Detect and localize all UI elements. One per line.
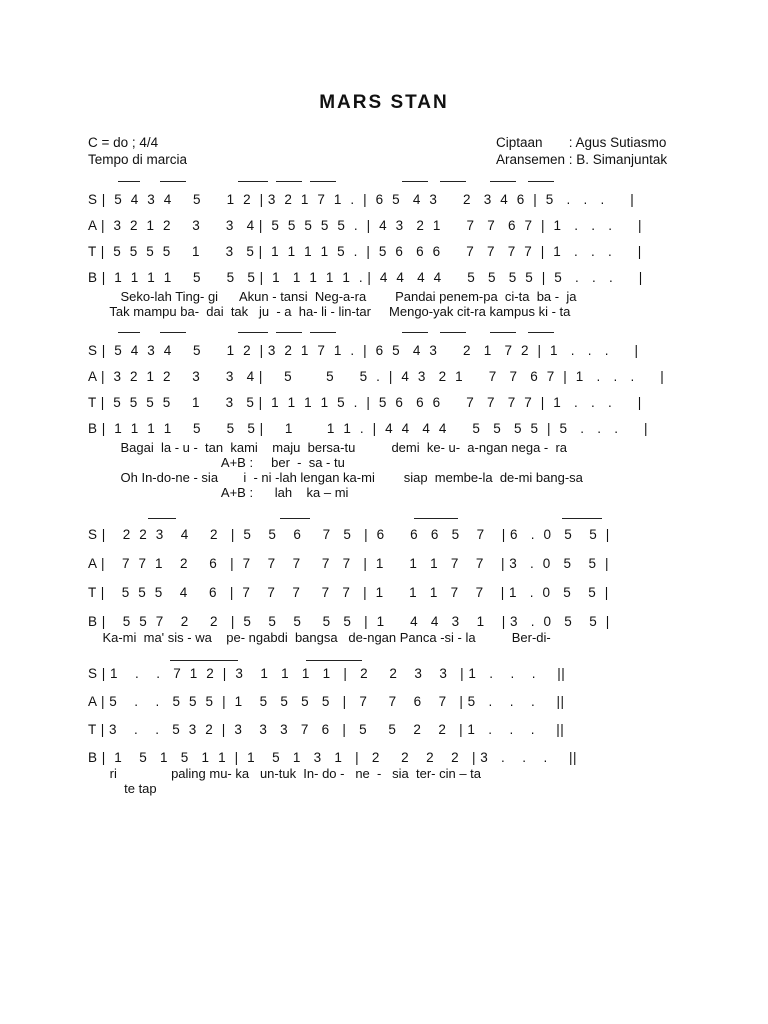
bass-row: B | 5 5 7 2 2 | 5 5 5 5 5 | 1 4 4 3 1 | 3 . 0 5 5 | (88, 614, 610, 629)
lyric-line: Tak mampu ba- dai tak ju - a ha- li - lin-tar Mengo-yak cit-ra kampus ki - ta (88, 304, 571, 319)
bass-row: B | 1 1 1 1 5 5 5 | 1 1 1 1 1 . | 4 4 4 4 5 5 5 5 | 5 . . . | (88, 270, 643, 285)
lyric-line: ri paling mu- ka un-tuk In- do - ne - sia ter- cin – ta (88, 766, 482, 781)
bass-row: B | 1 5 1 5 1 1 | 1 5 1 3 1 | 2 2 2 2 | 3 . . . || (88, 750, 577, 765)
tenor-row: T | 5 5 5 5 1 3 5 | 1 1 1 1 5 . | 5 6 6 6 7 7 7 7 | 1 . . . | (88, 395, 642, 410)
soprano-row: S | 2 2 3 4 2 | 5 5 6 7 5 | 6 6 6 5 7 | 6 . 0 5 5 | (88, 527, 610, 542)
score-system-2 (88, 338, 688, 500)
composer-credit: Ciptaan : Agus Sutiasmo (496, 135, 667, 150)
score-system-4 (88, 660, 688, 796)
soprano-row: S | 1 . . 7 1 2 | 3 1 1 1 1 | 2 2 3 3 | 1 . . . || (88, 666, 566, 681)
score-system-3 (88, 520, 688, 645)
arranger-credit: Aransemen : B. Simanjuntak (496, 152, 668, 167)
lyric-line: te tap (88, 781, 157, 796)
lyric-line: A+B : ber - sa - tu (88, 455, 345, 470)
lyric-line: Oh In-do-ne - sia i - ni -lah lengan ka-mi siap membe-la de-mi bang-sa (88, 470, 583, 485)
lyric-line: A+B : lah ka – mi (88, 485, 349, 500)
song-title: MARS STAN (319, 92, 449, 113)
tenor-row: T | 3 . . 5 3 2 | 3 3 3 7 6 | 5 5 2 2 | 1 . . . || (88, 722, 565, 737)
alto-row: A | 7 7 1 2 6 | 7 7 7 7 7 | 1 1 1 7 7 | 3 . 0 5 5 | (88, 556, 610, 571)
alto-row: A | 3 2 1 2 3 3 4 | 5 5 5 . | 4 3 2 1 7 7 6 7 | 1 . . . | (88, 369, 665, 384)
soprano-row: S | 5 4 3 4 5 1 2 | 3 2 1 7 1 . | 6 5 4 3 2 3 4 6 | 5 . . . | (88, 192, 635, 207)
soprano-row: S | 5 4 3 4 5 1 2 | 3 2 1 7 1 . | 6 5 4 3 2 1 7 2 | 1 . . . | (88, 343, 639, 358)
alto-row: A | 3 2 1 2 3 3 4 | 5 5 5 5 5 . | 4 3 2 1 7 7 6 7 | 1 . . . | (88, 218, 643, 233)
tempo-marking: Tempo di marcia (88, 152, 188, 167)
bass-row: B | 1 1 1 1 5 5 5 | 1 1 1 . | 4 4 4 4 5 5 5 5 | 5 . . . | (88, 421, 649, 436)
lyric-line: Seko-lah Ting- gi Akun - tansi Neg-a-ra Pandai penem-pa ci-ta ba - ja (88, 289, 577, 304)
tenor-row: T | 5 5 5 5 1 3 5 | 1 1 1 1 5 . | 5 6 6 6 7 7 7 7 | 1 . . . | (88, 244, 642, 259)
alto-row: A | 5 . . 5 5 5 | 1 5 5 5 5 | 7 7 6 7 | 5 . . . || (88, 694, 565, 709)
key-signature: C = do ; 4/4 (88, 135, 159, 150)
lyric-line: Ka-mi ma' sis - wa pe- ngabdi bangsa de-ngan Panca -si - la Ber-di- (88, 630, 551, 645)
score-system-1 (88, 187, 688, 319)
lyric-line: Bagai la - u - tan kami maju bersa-tu demi ke- u- a-ngan nega - ra (88, 440, 568, 455)
tenor-row: T | 5 5 5 4 6 | 7 7 7 7 7 | 1 1 1 7 7 | 1 . 0 5 5 | (88, 585, 609, 600)
